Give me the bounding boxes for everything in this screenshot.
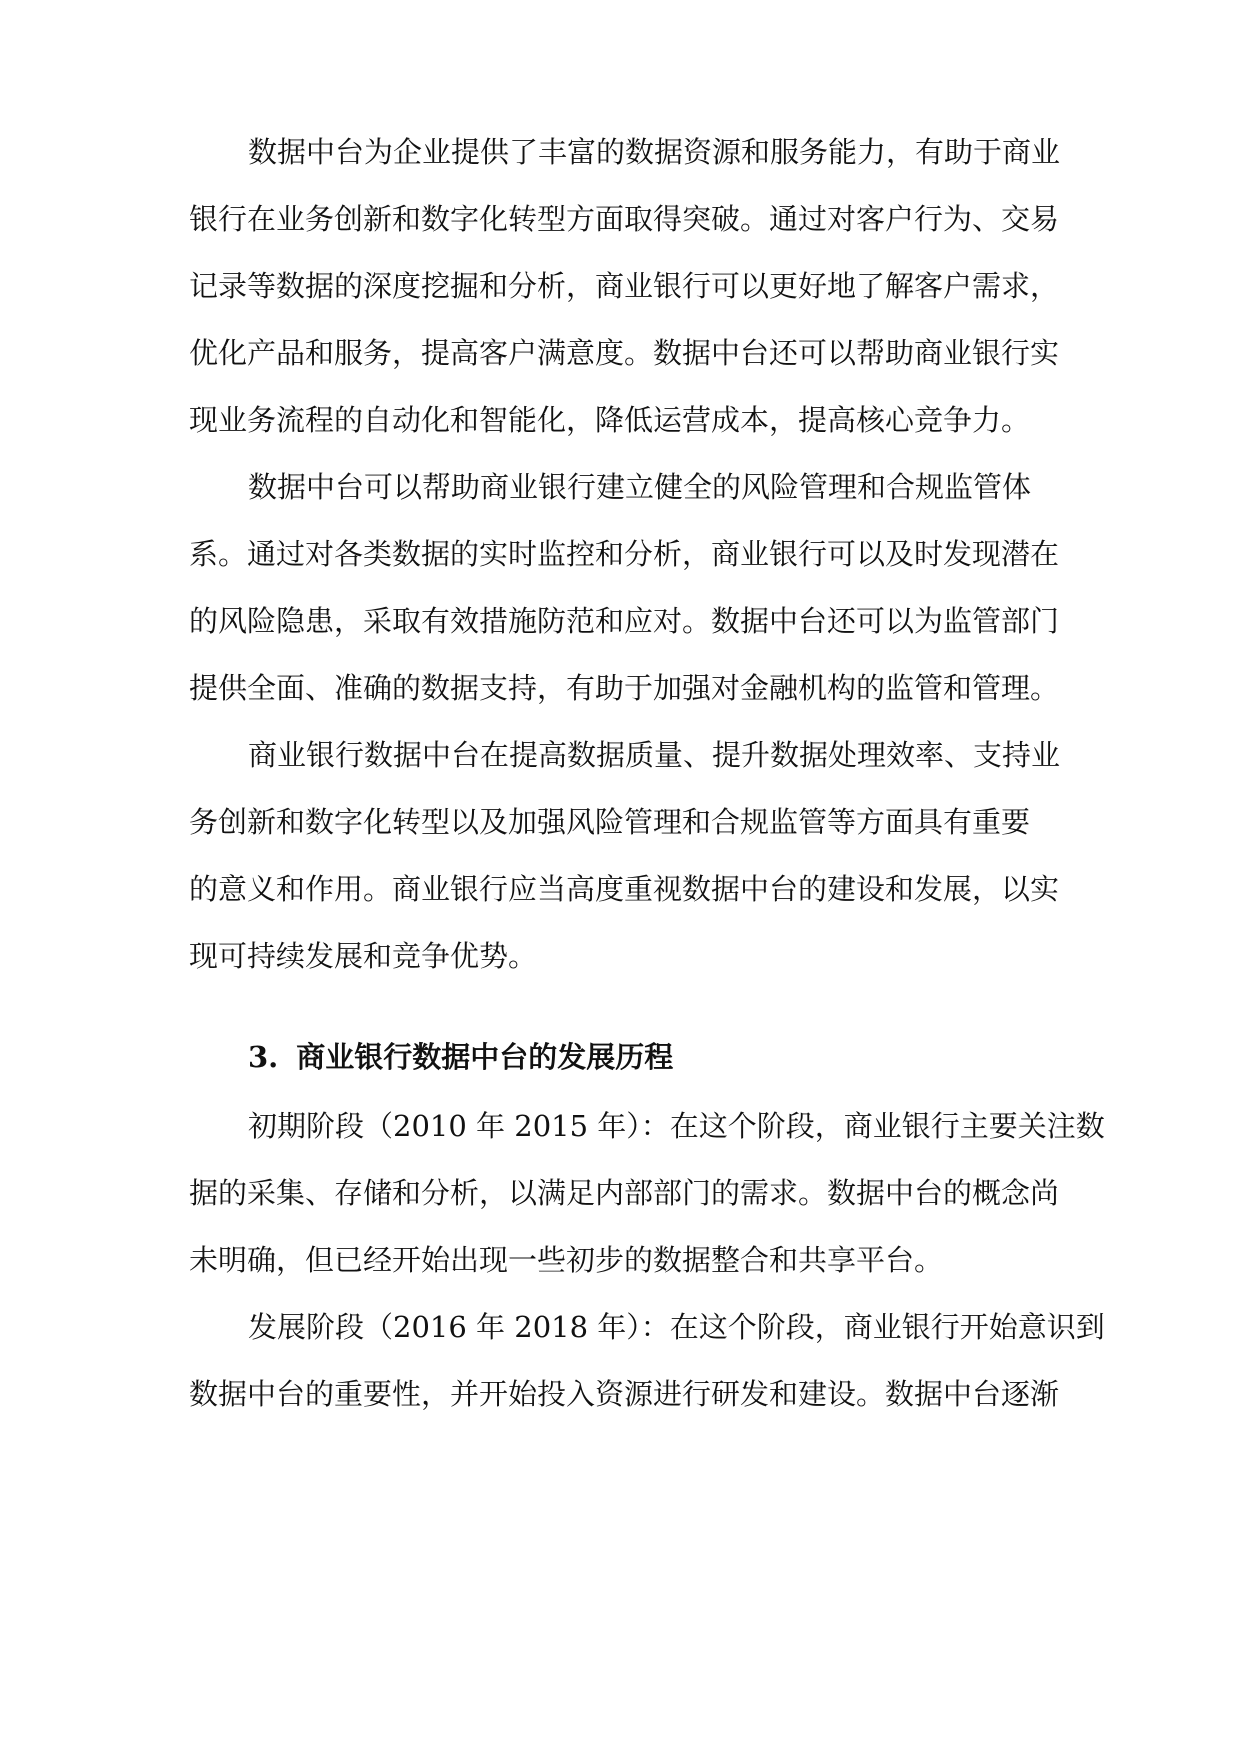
- paragraph-line: 记录等数据的深度挖掘和分析，商业银行可以更好地了解客户需求，: [189, 269, 1060, 303]
- paragraph-line: 数据中台为企业提供了丰富的数据资源和服务能力，有助于商业: [248, 135, 1061, 169]
- heading-title: 商业银行数据中台的发展历程: [296, 1040, 674, 1074]
- paragraph-line: 商业银行数据中台在提高数据质量、提升数据处理效率、支持业: [248, 738, 1061, 772]
- heading-number: 3.: [248, 1040, 279, 1074]
- paragraph-line: 数据中台可以帮助商业银行建立健全的风险管理和合规监管体: [248, 470, 1032, 504]
- paragraph-line: 的意义和作用。商业银行应当高度重视数据中台的建设和发展，以实: [189, 872, 1060, 906]
- paragraph-line: 银行在业务创新和数字化转型方面取得突破。通过对客户行为、交易: [189, 202, 1060, 236]
- paragraph-line: 现业务流程的自动化和智能化，降低运营成本，提高核心竞争力。: [189, 403, 1031, 437]
- section-heading: [248, 1037, 673, 1077]
- paragraph-line: 系。通过对各类数据的实时监控和分析，商业银行可以及时发现潜在: [189, 537, 1060, 571]
- paragraph-line: 优化产品和服务，提高客户满意度。数据中台还可以帮助商业银行实: [189, 336, 1060, 370]
- paragraph-line: 数据中台的重要性，并开始投入资源进行研发和建设。数据中台逐渐: [189, 1377, 1060, 1411]
- paragraph-line: 据的采集、存储和分析，以满足内部部门的需求。数据中台的概念尚: [189, 1176, 1060, 1210]
- paragraph-line: 的风险隐患，采取有效措施防范和应对。数据中台还可以为监管部门: [189, 604, 1060, 638]
- paragraph-line: 现可持续发展和竞争优势。: [189, 939, 538, 973]
- paragraph-line: 务创新和数字化转型以及加强风险管理和合规监管等方面具有重要: [189, 805, 1031, 839]
- paragraph-line: 提供全面、准确的数据支持，有助于加强对金融机构的监管和管理。: [189, 671, 1060, 705]
- paragraph-line: 未明确，但已经开始出现一些初步的数据整合和共享平台。: [189, 1243, 944, 1277]
- paragraph-line: 初期阶段（2010 年 2015 年）：在这个阶段，商业银行主要关注数: [248, 1109, 1105, 1143]
- paragraph-line: 发展阶段（2016 年 2018 年）：在这个阶段，商业银行开始意识到: [248, 1310, 1105, 1344]
